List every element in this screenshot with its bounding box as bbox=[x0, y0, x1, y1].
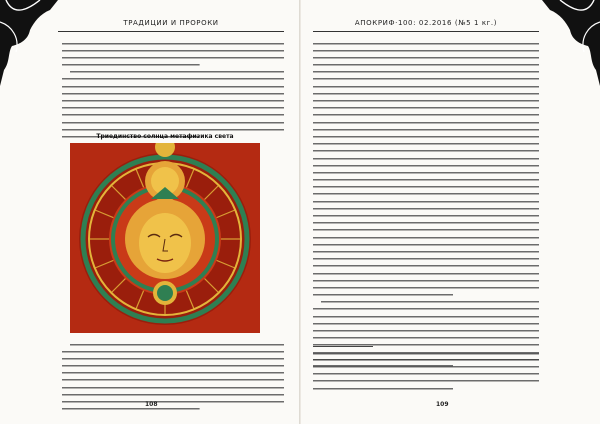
left-page bbox=[0, 0, 299, 424]
footnote-rule bbox=[313, 346, 373, 347]
left-bottom-text bbox=[62, 341, 284, 413]
running-head bbox=[58, 14, 284, 32]
solar-icon-image bbox=[70, 143, 260, 333]
running-head-text: ТРАДИЦИИ И ПРОРОКИ bbox=[123, 19, 219, 27]
footnotes bbox=[313, 350, 539, 368]
page-number-right: 109 bbox=[436, 401, 449, 408]
running-head bbox=[313, 14, 539, 32]
corner-ornament-icon bbox=[542, 0, 600, 86]
right-body-text bbox=[313, 40, 539, 392]
left-top-text bbox=[62, 40, 284, 141]
figure-caption: Триединство солнца метафизика света bbox=[96, 133, 234, 140]
running-head-text: АПОКРИФ·100: 02.2016 (№5 1 кг.) bbox=[354, 19, 498, 27]
page-number-left: 108 bbox=[145, 401, 158, 408]
corner-ornament-icon bbox=[0, 0, 58, 86]
icon-illustration bbox=[70, 143, 260, 333]
right-page bbox=[301, 0, 600, 424]
